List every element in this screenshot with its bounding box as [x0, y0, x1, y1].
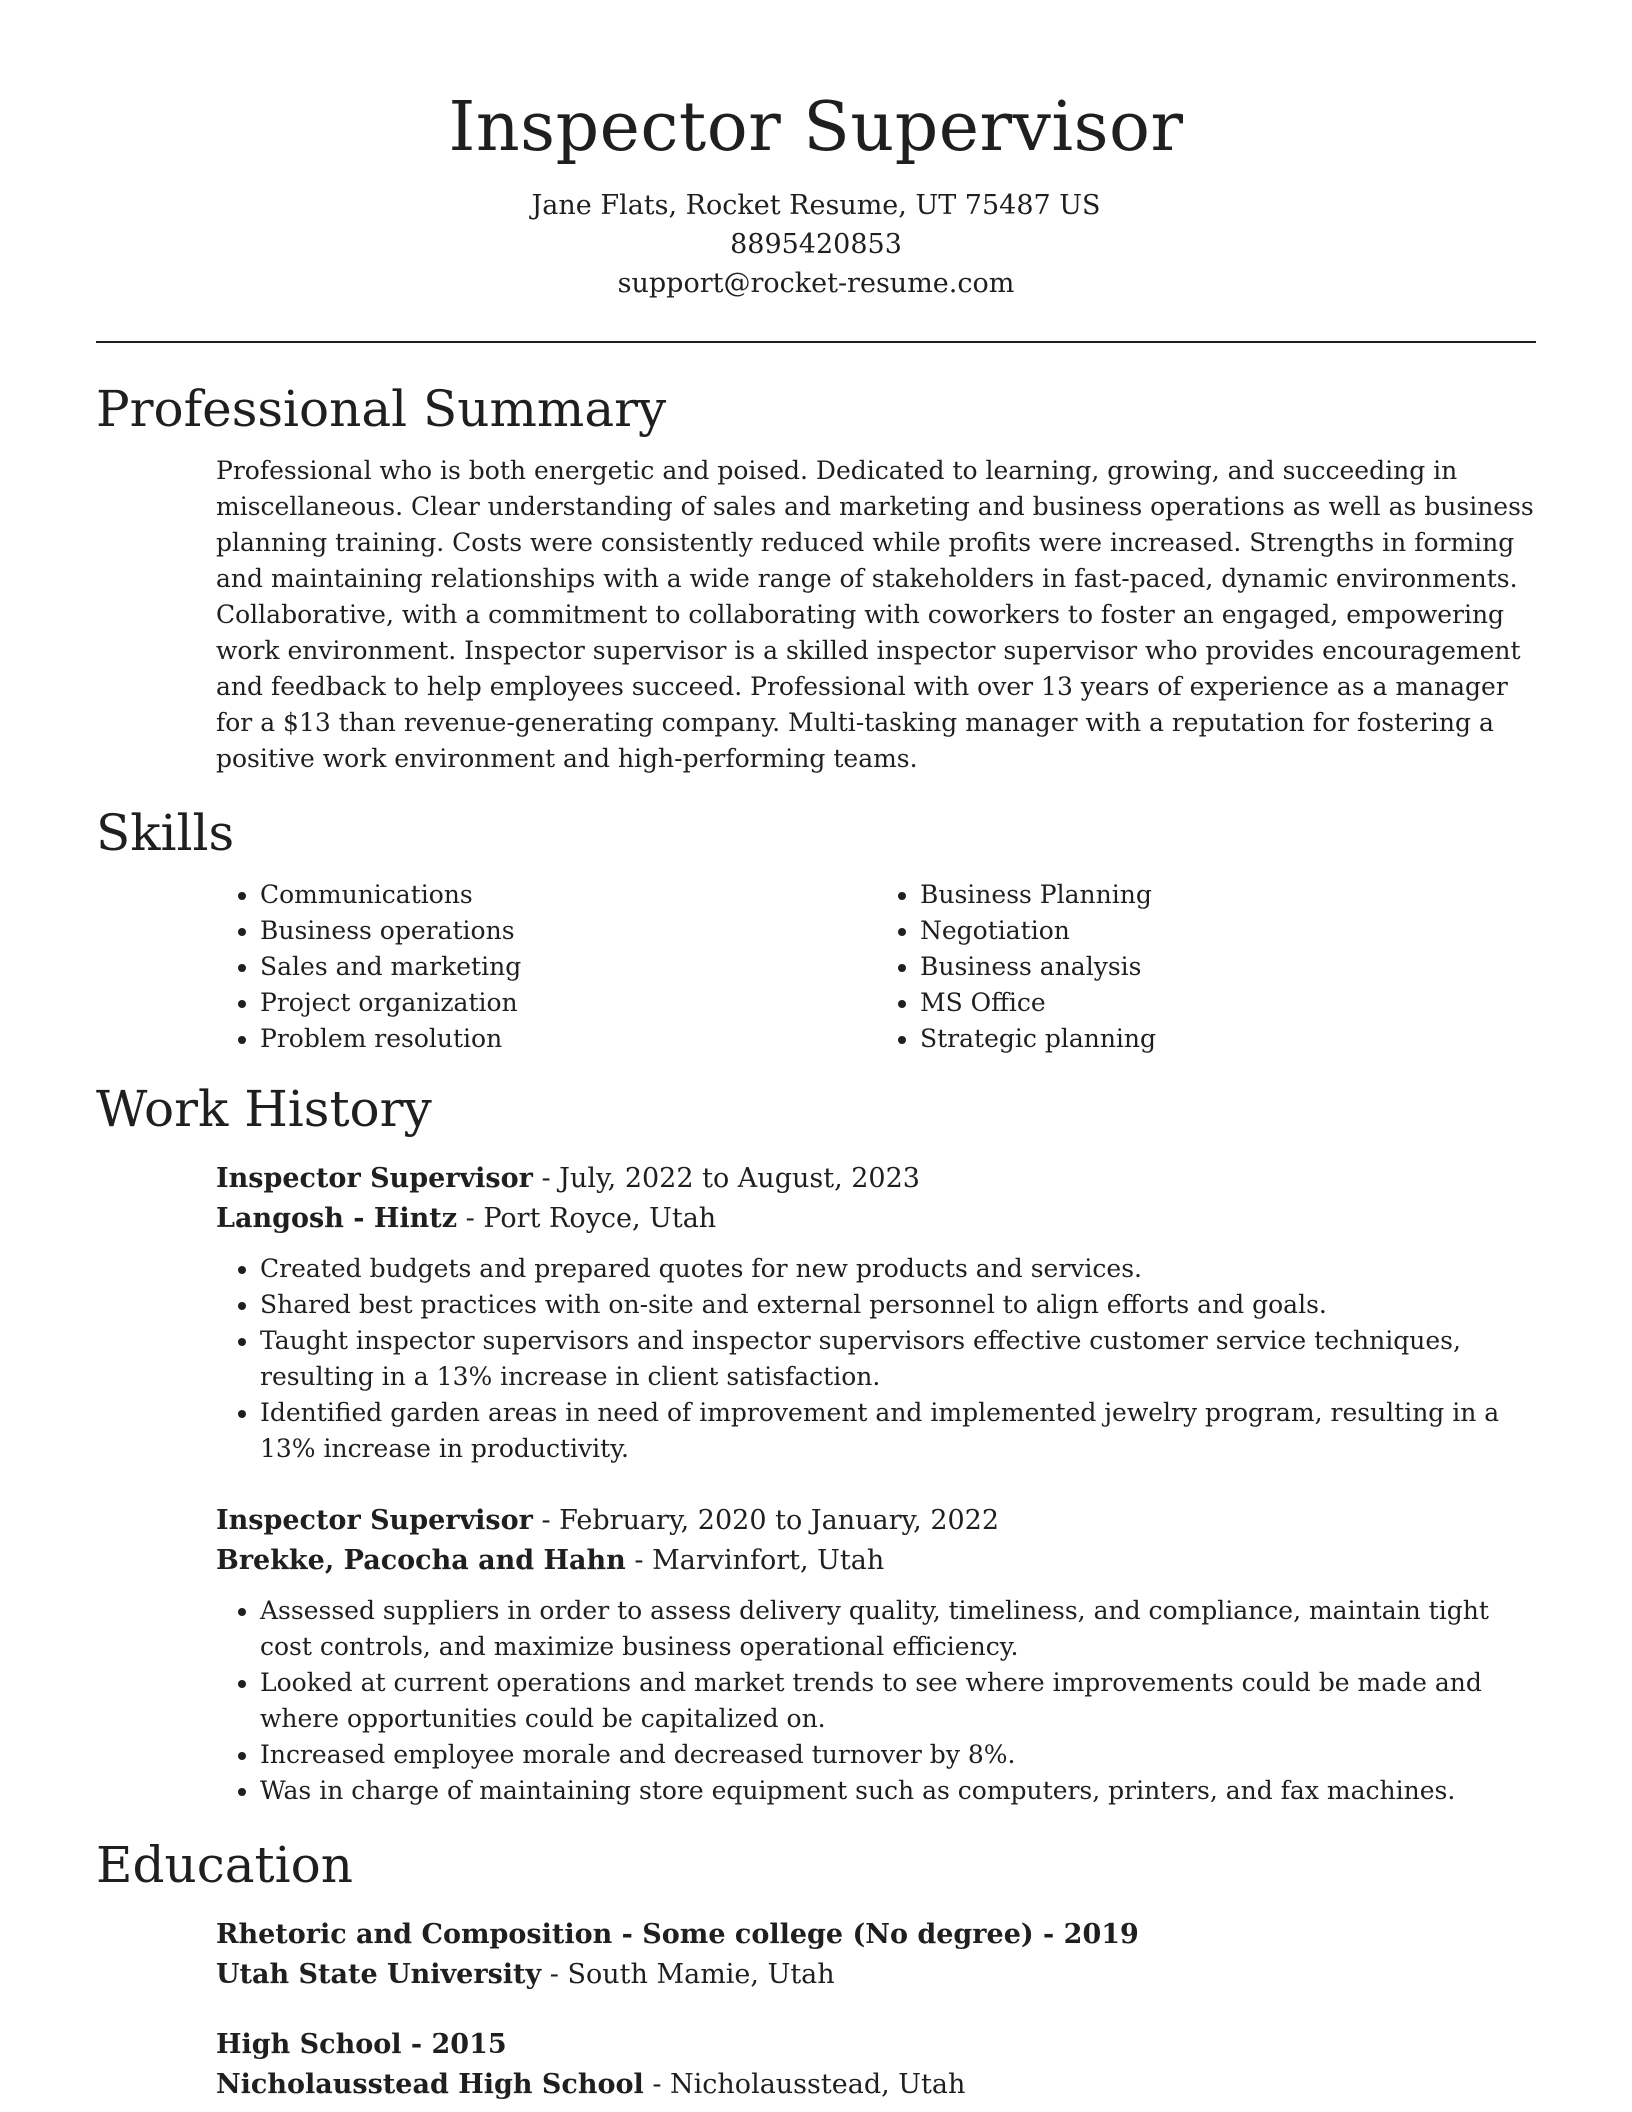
- job-bullet: • Increased employee morale and decreased turnover by 8%.: [260, 1737, 1536, 1773]
- summary-heading: Professional Summary: [96, 380, 667, 438]
- skills-grid: [216, 877, 1536, 1057]
- job-bullet: • Identified garden areas in need of improvement and implemented jewelry program, resulting in a 13% increase in productivity.: [260, 1395, 1536, 1467]
- summary-text: Professional who is both energetic and poised. Dedicated to learning, growing, and succeeding in miscellaneous. Clear understanding of sales and marketing and business operations as well as business planning training. Costs were consistently reduced while profits were increased. Strengths in forming and maintaining relationships with a wide range of stakeholders in fast-paced, dynamic environments. Collaborative, with a commitment to collaborating with coworkers to foster an engaged, empowering work environment. Inspector supervisor is a skilled inspector supervisor who provides encouragement and feedback to help employees succeed. Professional with over 13 years of experience as a manager for a $13 than revenue-generating company. Multi-tasking manager with a reputation for fostering a positive work environment and high-performing teams.: [216, 456, 1534, 773]
- job-bullets: [216, 1251, 1536, 1467]
- skill-item: • Business analysis: [920, 949, 1536, 985]
- candidate-title: Inspector Supervisor: [448, 88, 1184, 167]
- education-school: Nicholausstead High School: [216, 2069, 644, 2100]
- job-location: - Marvinfort, Utah: [625, 1545, 885, 1576]
- education-entry: [216, 2025, 1536, 2105]
- education-heading: Education: [96, 1836, 353, 1894]
- job-bullet: • Was in charge of maintaining store equipment such as computers, printers, and fax machines.: [260, 1773, 1536, 1809]
- job-company: Langosh - Hintz: [216, 1203, 458, 1234]
- job-role: Inspector Supervisor: [216, 1505, 533, 1536]
- skills-column-left: [216, 877, 876, 1057]
- skill-item: • Project organization: [260, 985, 876, 1021]
- job-dates: - February, 2020 to January, 2022: [532, 1505, 1000, 1536]
- education-degree: Rhetoric and Composition - Some college (No degree) - 2019: [216, 1919, 1139, 1950]
- education-section: [96, 1835, 1536, 2105]
- job-company-line: [216, 1541, 1536, 1581]
- job-location: - Port Royce, Utah: [457, 1203, 717, 1234]
- education-location: - Nicholausstead, Utah: [643, 2069, 966, 2100]
- job-title-line: [216, 1159, 1536, 1199]
- job-bullets: [216, 1593, 1536, 1809]
- header-divider: [96, 341, 1536, 343]
- skill-item: • Negotiation: [920, 913, 1536, 949]
- job-dates: - July, 2022 to August, 2023: [532, 1163, 920, 1194]
- skills-heading: Skills: [96, 804, 235, 862]
- skills-section: [96, 803, 1536, 1057]
- job-company-line: [216, 1199, 1536, 1239]
- skill-item: • Communications: [260, 877, 876, 913]
- work-history-section: [96, 1079, 1536, 1809]
- job-role: Inspector Supervisor: [216, 1163, 533, 1194]
- job-entry: [216, 1159, 1536, 1467]
- skills-column-right: [876, 877, 1536, 1057]
- skill-item: • Strategic planning: [920, 1021, 1536, 1057]
- skill-item: • MS Office: [920, 985, 1536, 1021]
- resume-page: [96, 0, 1536, 2105]
- skill-item: • Business Planning: [920, 877, 1536, 913]
- skill-item: • Sales and marketing: [260, 949, 876, 985]
- job-bullet: • Looked at current operations and market trends to see where improvements could be made and where opportunities could be capitalized on.: [260, 1665, 1536, 1737]
- contact-info: [96, 186, 1536, 303]
- skill-item: • Business operations: [260, 913, 876, 949]
- education-school-line: [216, 2065, 1536, 2105]
- job-bullet: • Created budgets and prepared quotes for new products and services.: [260, 1251, 1536, 1287]
- job-bullet: • Shared best practices with on-site and external personnel to align efforts and goals.: [260, 1287, 1536, 1323]
- skill-item: • Problem resolution: [260, 1021, 876, 1057]
- education-entry: [216, 1915, 1536, 1995]
- job-title-line: [216, 1501, 1536, 1541]
- education-location: - South Mamie, Utah: [541, 1959, 835, 1990]
- education-school-line: [216, 1955, 1536, 1995]
- job-bullet: • Assessed suppliers in order to assess delivery quality, timeliness, and compliance, maintain tight cost controls, and maximize business operational efficiency.: [260, 1593, 1536, 1665]
- summary-section: [96, 379, 1536, 777]
- job-entry: [216, 1501, 1536, 1809]
- job-company: Brekke, Pacocha and Hahn: [216, 1545, 626, 1576]
- resume-header: [96, 0, 1536, 303]
- email-address: support@rocket-resume.com: [617, 268, 1015, 299]
- work-history-heading: Work History: [96, 1080, 432, 1138]
- job-bullet: • Taught inspector supervisors and inspector supervisors effective customer service techniques, resulting in a 13% increase in client satisfaction.: [260, 1323, 1536, 1395]
- phone-number: 8895420853: [730, 229, 902, 260]
- education-degree: High School - 2015: [216, 2029, 507, 2060]
- address: Jane Flats, Rocket Resume, UT 75487 US: [531, 190, 1101, 221]
- education-school: Utah State University: [216, 1959, 542, 1990]
